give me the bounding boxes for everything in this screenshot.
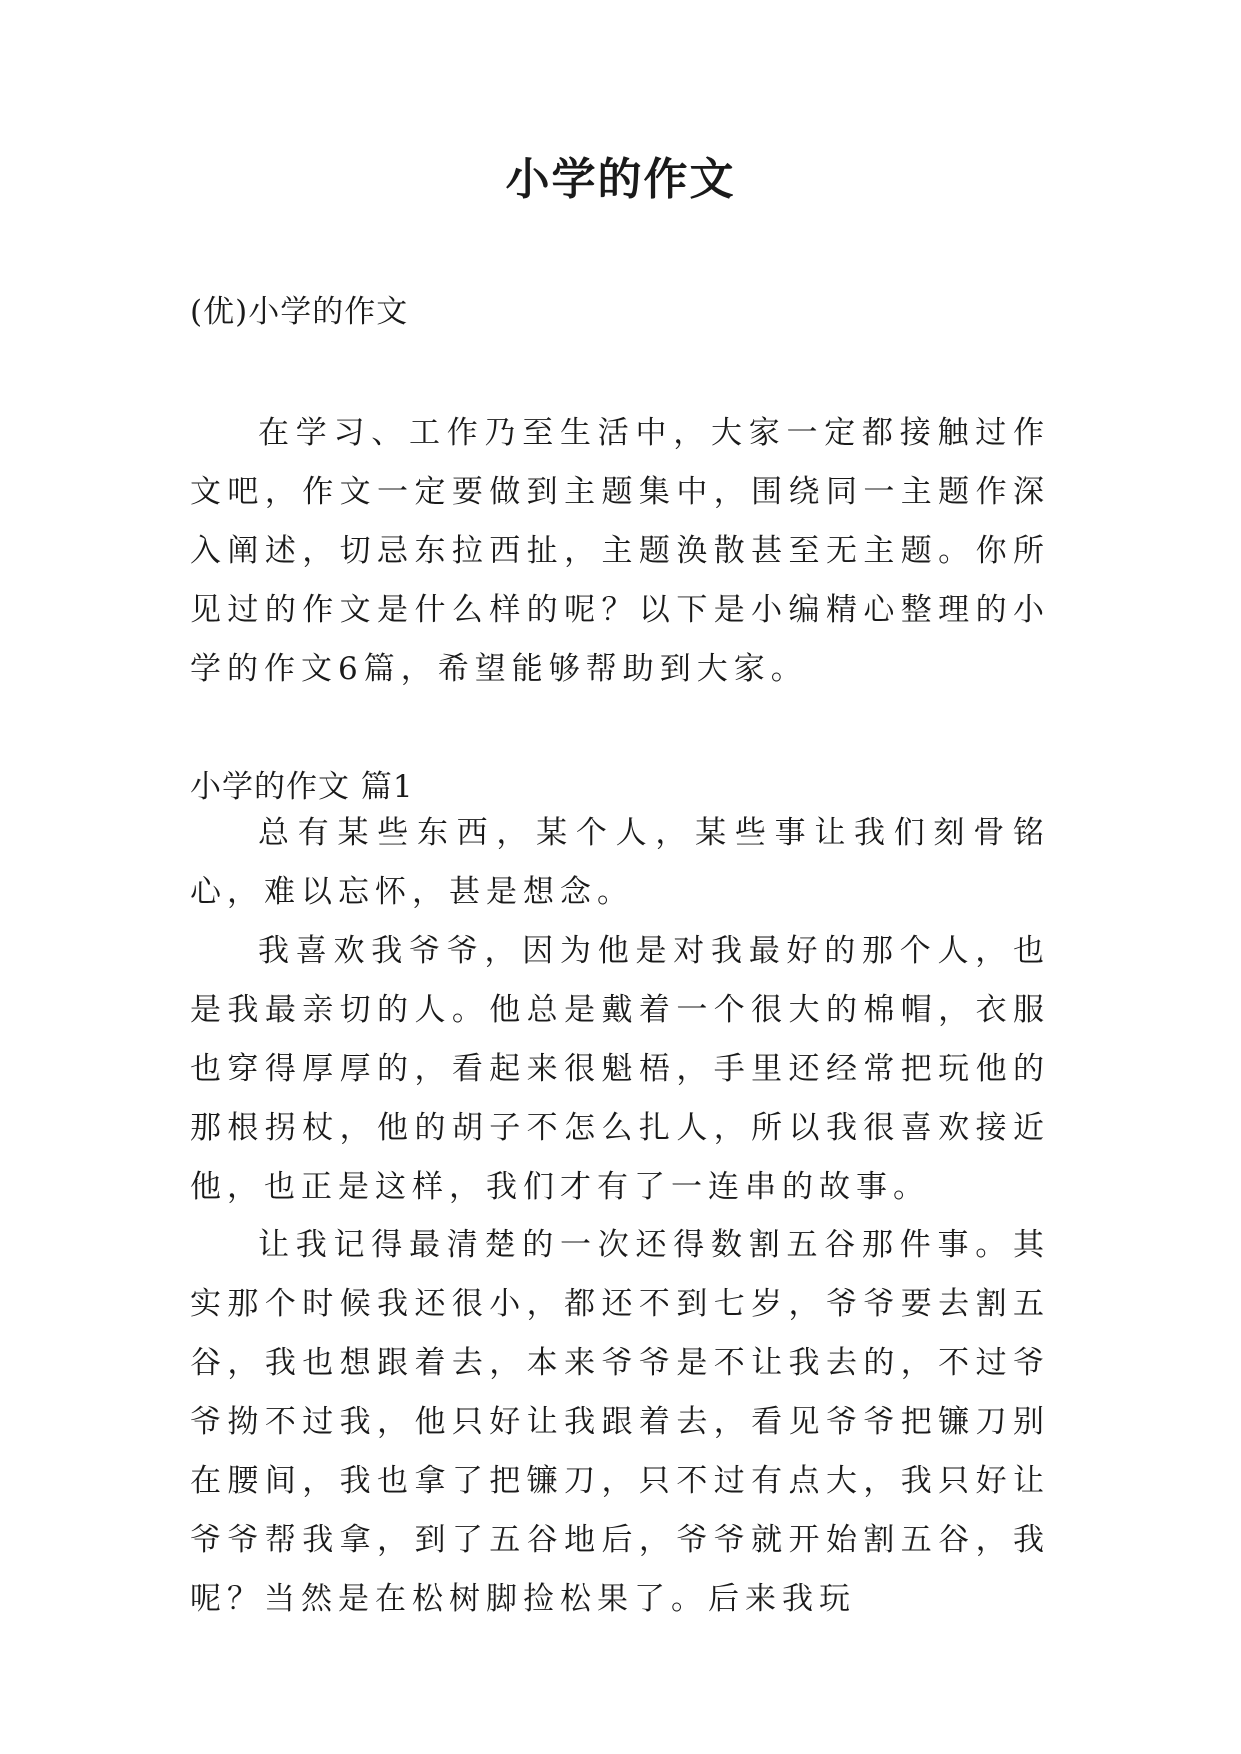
section-heading: 小学的作文 篇1	[190, 769, 414, 805]
body-paragraph-2: 我喜欢我爷爷，因为他是对我最好的那个人，也是我最亲切的人。他总是戴着一个很大的棉帽，衣服也穿得厚厚的，看起来很魁梧，手里还经常把玩他的那根拐杖，他的胡子不怎么扎人，所以我很喜欢接近他，也正是这样，我们才有了一连串的故事。	[190, 933, 1050, 1205]
document-subtitle: (优)小学的作文	[190, 294, 409, 330]
intro-paragraph: 在学习、工作乃至生活中，大家一定都接触过作文吧，作文一定要做到主题集中，围绕同一主题作深入阐述，切忌东拉西扯，主题涣散甚至无主题。你所见过的作文是什么样的呢？以下是小编精心整理的小学的作文6篇，希望能够帮助到大家。	[190, 415, 1050, 687]
body-paragraph-3: 让我记得最清楚的一次还得数割五谷那件事。其实那个时候我还很小，都还不到七岁，爷爷要去割五谷，我也想跟着去，本来爷爷是不让我去的，不过爷爷拗不过我，他只好让我跟着去，看见爷爷把镰刀别在腰间，我也拿了把镰刀，只不过有点大，我只好让爷爷帮我拿，到了五谷地后，爷爷就开始割五谷，我呢？当然是在松树脚捡松果了。后来我玩	[190, 1227, 1050, 1617]
document-title: 小学的作文	[505, 154, 736, 205]
body-paragraph-1: 总有某些东西，某个人，某些事让我们刻骨铭心，难以忘怀，甚是想念。	[190, 815, 1050, 910]
